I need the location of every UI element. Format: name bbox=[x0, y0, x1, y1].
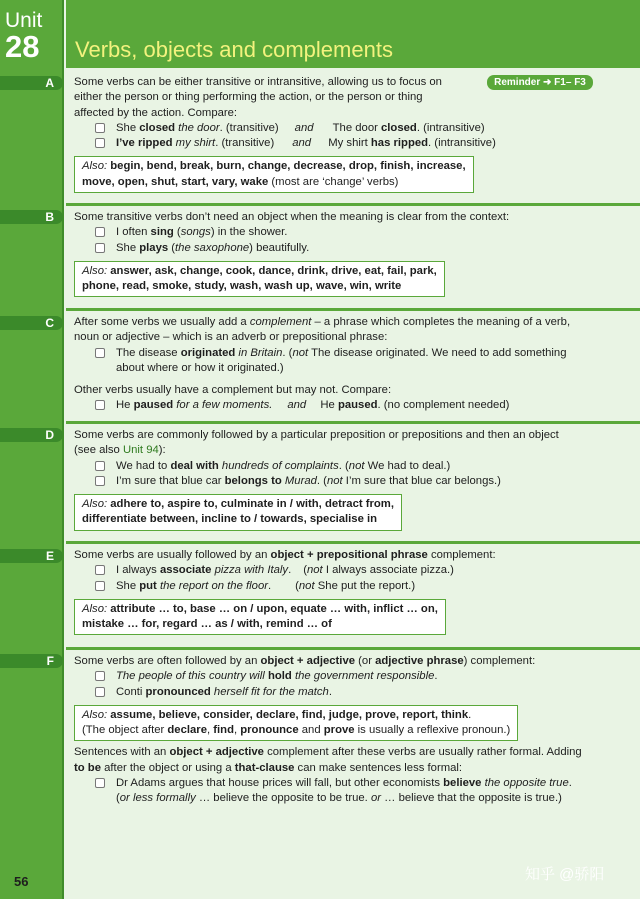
example-text: The people of this country will hold the government responsible. bbox=[116, 670, 438, 683]
also-box: Also: begin, bend, break, burn, change, decrease, drop, finish, increase, move, open, shut, start, vary, wake (most are ‘change’ verbs) bbox=[74, 156, 474, 193]
example-row bbox=[74, 685, 634, 700]
example-text: She closed the door. (transitive) and The door closed. (intransitive) bbox=[116, 121, 485, 134]
example-row bbox=[74, 346, 634, 361]
example-continuation: about where or how it originated.) bbox=[116, 361, 284, 374]
example-text: I’m sure that blue car belongs to Murad. (not I’m sure that blue car belongs.) bbox=[116, 474, 501, 487]
example-text: She put the report on the floor. (not She put the report.) bbox=[116, 579, 416, 592]
paragraph: either the person or thing performing the action, or the person or thing bbox=[74, 91, 423, 104]
example-checkbox[interactable] bbox=[95, 227, 105, 237]
paragraph: Sentences with an object + adjective complement after these verbs are usually rather formal. Adding bbox=[74, 746, 582, 759]
unit-label: Unit bbox=[5, 9, 43, 32]
example-row bbox=[74, 136, 634, 151]
example-text: I’ve ripped my shirt. (transitive) and My shirt has ripped. (intransitive) bbox=[116, 137, 496, 150]
paragraph: to be after the object or using a that-clause can make sentences less formal: bbox=[74, 761, 463, 774]
also-box: Also: attribute … to, base … on / upon, equate … with, inflict … on, mistake … for, regard … as / with, remind … of bbox=[74, 599, 446, 636]
example-checkbox[interactable] bbox=[95, 123, 105, 133]
paragraph: Some verbs are commonly followed by a particular preposition or prepositions and then an object bbox=[74, 429, 559, 441]
example-text: I often sing (songs) in the shower. bbox=[116, 226, 288, 239]
section-b bbox=[74, 210, 634, 297]
example-row bbox=[74, 669, 634, 684]
also-box: Also: assume, believe, consider, declare, find, judge, prove, report, think. (The object after declare, find, pronounce and prove is usually a reflexive pronoun.) bbox=[74, 705, 518, 742]
paragraph: After some verbs we usually add a complement – a phrase which completes the meaning of a verb, bbox=[74, 316, 571, 328]
paragraph: Some verbs can be either transitive or intransitive, allowing us to focus on bbox=[74, 76, 442, 88]
section-divider bbox=[66, 421, 640, 424]
example-text: The disease originated in Britain. (not The disease originated. We need to add something bbox=[116, 346, 567, 359]
example-row bbox=[74, 459, 634, 474]
example-checkbox[interactable] bbox=[95, 476, 105, 486]
example-checkbox[interactable] bbox=[95, 778, 105, 788]
example-row bbox=[74, 241, 634, 256]
example-text: She plays (the saxophone) beautifully. bbox=[116, 241, 310, 254]
section-d bbox=[74, 428, 634, 531]
paragraph: Some verbs are usually followed by an object + prepositional phrase complement: bbox=[74, 549, 496, 561]
unit-number: 28 bbox=[5, 29, 40, 64]
section-a bbox=[74, 75, 634, 193]
example-checkbox[interactable] bbox=[95, 565, 105, 575]
page-number: 56 bbox=[14, 874, 29, 889]
section-tab-a: A bbox=[0, 76, 63, 90]
section-divider bbox=[66, 541, 640, 544]
section-divider bbox=[66, 308, 640, 311]
section-tab-c: C bbox=[0, 316, 63, 330]
example-row bbox=[74, 563, 634, 578]
example-checkbox[interactable] bbox=[95, 671, 105, 681]
paragraph: Some transitive verbs don’t need an object when the meaning is clear from the context: bbox=[74, 211, 510, 223]
reminder-badge[interactable]: Reminder ➜ F1– F3 bbox=[487, 75, 593, 90]
watermark: 知乎 @骄阳 bbox=[525, 866, 605, 883]
section-e bbox=[74, 548, 634, 635]
example-text: Dr Adams argues that house prices will fall, but other economists believe the opposite true. bbox=[116, 777, 572, 790]
header-bar bbox=[66, 0, 640, 68]
example-text: I always associate pizza with Italy. (not I always associate pizza.) bbox=[116, 564, 454, 577]
paragraph: (see also Unit 94): bbox=[74, 444, 166, 457]
section-tab-f: F bbox=[0, 654, 63, 668]
paragraph: noun or adjective – which is an adverb or prepositional phrase: bbox=[74, 331, 388, 344]
section-f bbox=[74, 654, 634, 807]
example-text: He paused for a few moments. and He paused. (no complement needed) bbox=[116, 399, 510, 412]
paragraph: Other verbs usually have a complement but may not. Compare: bbox=[74, 384, 392, 397]
example-row bbox=[74, 579, 634, 594]
example-row bbox=[74, 225, 634, 240]
section-tab-b: B bbox=[0, 210, 63, 224]
example-checkbox[interactable] bbox=[95, 400, 105, 410]
section-divider bbox=[66, 647, 640, 650]
example-continuation: (or less formally … believe the opposite to be true. or … believe that the opposite is true.) bbox=[116, 792, 562, 805]
example-checkbox[interactable] bbox=[95, 461, 105, 471]
page-title: Verbs, objects and complements bbox=[75, 37, 393, 62]
example-row bbox=[74, 121, 634, 136]
section-c bbox=[74, 315, 634, 414]
paragraph: affected by the action. Compare: bbox=[74, 106, 238, 119]
section-divider bbox=[66, 203, 640, 206]
example-checkbox[interactable] bbox=[95, 348, 105, 358]
section-tab-e: E bbox=[0, 549, 63, 563]
example-checkbox[interactable] bbox=[95, 138, 105, 148]
example-checkbox[interactable] bbox=[95, 687, 105, 697]
also-box: Also: adhere to, aspire to, culminate in / with, detract from, differentiate between, incline to / towards, specialise in bbox=[74, 494, 402, 531]
example-checkbox[interactable] bbox=[95, 243, 105, 253]
also-box: Also: answer, ask, change, cook, dance, drink, drive, eat, fail, park, phone, read, smoke, study, wash, wash up, wave, win, write bbox=[74, 261, 445, 298]
example-checkbox[interactable] bbox=[95, 581, 105, 591]
sidebar bbox=[0, 0, 64, 899]
section-tab-d: D bbox=[0, 428, 63, 442]
paragraph: Some verbs are often followed by an object + adjective (or adjective phrase) complement: bbox=[74, 655, 536, 667]
example-text: Conti pronounced herself fit for the match. bbox=[116, 685, 332, 698]
example-text: We had to deal with hundreds of complaints. (not We had to deal.) bbox=[116, 459, 451, 472]
unit-link[interactable]: Unit 94 bbox=[122, 444, 159, 457]
example-row bbox=[74, 776, 634, 791]
example-row bbox=[74, 398, 634, 413]
example-row bbox=[74, 474, 634, 489]
